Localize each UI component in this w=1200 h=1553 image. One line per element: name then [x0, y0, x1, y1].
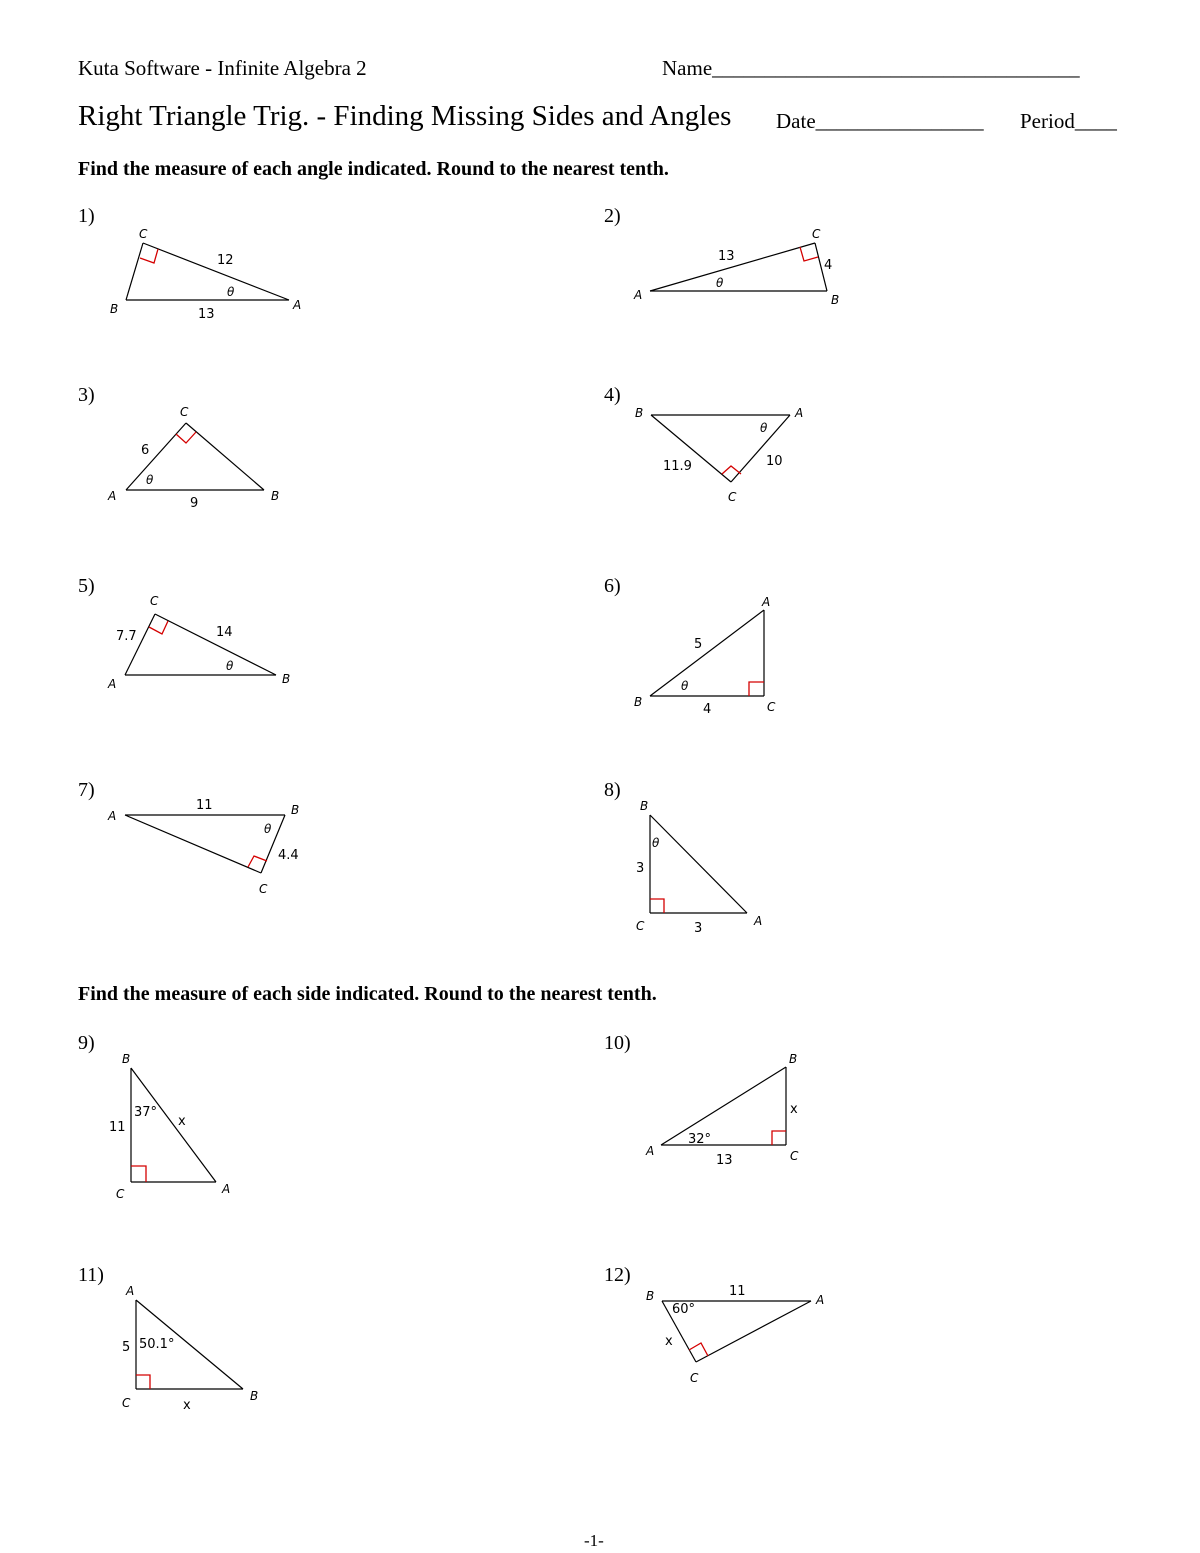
triangle-figure-7: [107, 798, 299, 896]
problem-number: 6): [604, 575, 621, 597]
angle-label: θ: [227, 285, 235, 299]
angle-label: θ: [264, 822, 272, 836]
problem-number: 7): [78, 779, 95, 801]
name-field: Name___________________________________: [662, 56, 1080, 80]
problem-number: 2): [604, 205, 621, 227]
vertex-label: B: [122, 1052, 131, 1066]
side-label: 14: [216, 625, 233, 640]
vertex-label: C: [259, 882, 268, 896]
side-label: 3: [636, 861, 645, 876]
vertex-label: A: [795, 406, 804, 420]
vertex-label: C: [180, 405, 189, 419]
problem-number: 8): [604, 779, 621, 801]
triangle-figure-9: [109, 1052, 230, 1201]
vertex-label: C: [728, 490, 737, 504]
angle-label: 60°: [672, 1302, 696, 1317]
vertex-label: A: [108, 677, 117, 691]
triangle-figure-5: [107, 594, 290, 691]
vertex-label: A: [646, 1144, 655, 1158]
side-label: x: [790, 1102, 798, 1117]
angle-label: θ: [716, 276, 724, 290]
side-label: 13: [716, 1153, 733, 1168]
side-label: 7.7: [116, 629, 137, 644]
vertex-label: B: [282, 672, 291, 686]
vertex-label: B: [110, 302, 119, 316]
side-label: 10: [766, 454, 783, 469]
angle-label: 50.1°: [139, 1337, 175, 1352]
side-label: x: [178, 1114, 186, 1129]
triangle-figure-2: [633, 227, 839, 307]
problem-number: 3): [78, 384, 95, 406]
vertex-label: C: [122, 1396, 131, 1410]
vertex-label: C: [636, 919, 645, 933]
triangle-figure-11: [122, 1284, 258, 1413]
triangle-figure-12: [646, 1284, 824, 1385]
side-label: 4: [824, 258, 833, 273]
triangle-figure-8: [636, 799, 762, 936]
vertex-label: A: [293, 298, 302, 312]
side-label: x: [665, 1334, 673, 1349]
angle-label: θ: [681, 679, 689, 693]
vertex-label: C: [812, 227, 821, 241]
vertex-label: B: [635, 406, 644, 420]
vertex-label: A: [634, 288, 643, 302]
vertex-label: A: [222, 1182, 231, 1196]
vertex-label: A: [754, 914, 763, 928]
side-label: 6: [141, 443, 150, 458]
side-label: 11: [109, 1120, 126, 1135]
side-label: 13: [718, 249, 735, 264]
side-label: 13: [198, 307, 215, 322]
side-label: 3: [694, 921, 703, 936]
vertex-label: B: [291, 803, 300, 817]
vertex-label: B: [640, 799, 649, 813]
angle-label: θ: [652, 836, 660, 850]
vertex-label: B: [250, 1389, 259, 1403]
publisher-label: Kuta Software - Infinite Algebra 2: [78, 56, 367, 80]
vertex-label: C: [116, 1187, 125, 1201]
worksheet-title: Right Triangle Trig. - Finding Missing Sides and Angles: [78, 100, 732, 132]
date-field: Date________________: [776, 109, 984, 133]
section-instruction-angles: Find the measure of each angle indicated. Round to the nearest tenth.: [78, 158, 669, 180]
vertex-label: C: [690, 1371, 699, 1385]
side-label: 11: [196, 798, 213, 813]
problem-number: 9): [78, 1032, 95, 1054]
vertex-label: B: [271, 489, 280, 503]
side-label: 11.9: [663, 459, 692, 474]
problem-number: 11): [78, 1264, 104, 1286]
vertex-label: A: [126, 1284, 135, 1298]
vertex-label: A: [108, 809, 117, 823]
triangle-figure-10: [645, 1052, 799, 1168]
angle-label: 32°: [688, 1132, 712, 1147]
page-number: -1-: [584, 1531, 604, 1550]
vertex-label: A: [108, 489, 117, 503]
angle-label: θ: [226, 659, 234, 673]
vertex-label: B: [646, 1289, 655, 1303]
problem-number: 5): [78, 575, 95, 597]
side-label: 11: [729, 1284, 746, 1299]
triangle-figure-4: [635, 406, 803, 504]
problem-number: 1): [78, 205, 95, 227]
vertex-label: C: [139, 227, 148, 241]
triangle-figure-3: [107, 405, 279, 511]
angle-label: θ: [146, 473, 154, 487]
side-label: 5: [694, 637, 703, 652]
vertex-label: B: [634, 695, 643, 709]
problem-number: 4): [604, 384, 621, 406]
side-label: x: [183, 1398, 191, 1413]
vertex-label: C: [790, 1149, 799, 1163]
vertex-label: B: [789, 1052, 798, 1066]
side-label: 4: [703, 702, 712, 717]
triangle-figure-6: [634, 595, 776, 717]
side-label: 9: [190, 496, 199, 511]
vertex-label: A: [816, 1293, 825, 1307]
vertex-label: A: [762, 595, 771, 609]
side-label: 12: [217, 253, 234, 268]
angle-label: θ: [760, 421, 768, 435]
triangle-figure-1: [110, 227, 301, 322]
vertex-label: B: [831, 293, 840, 307]
side-label: 5: [122, 1340, 131, 1355]
vertex-label: C: [767, 700, 776, 714]
side-label: 4.4: [278, 848, 299, 863]
section-instruction-sides: Find the measure of each side indicated. Round to the nearest tenth.: [78, 983, 657, 1005]
angle-label: 37°: [134, 1105, 158, 1120]
problem-number: 10): [604, 1032, 631, 1054]
problem-number: 12): [604, 1264, 631, 1286]
period-field: Period____: [1020, 109, 1117, 133]
vertex-label: C: [150, 594, 159, 608]
